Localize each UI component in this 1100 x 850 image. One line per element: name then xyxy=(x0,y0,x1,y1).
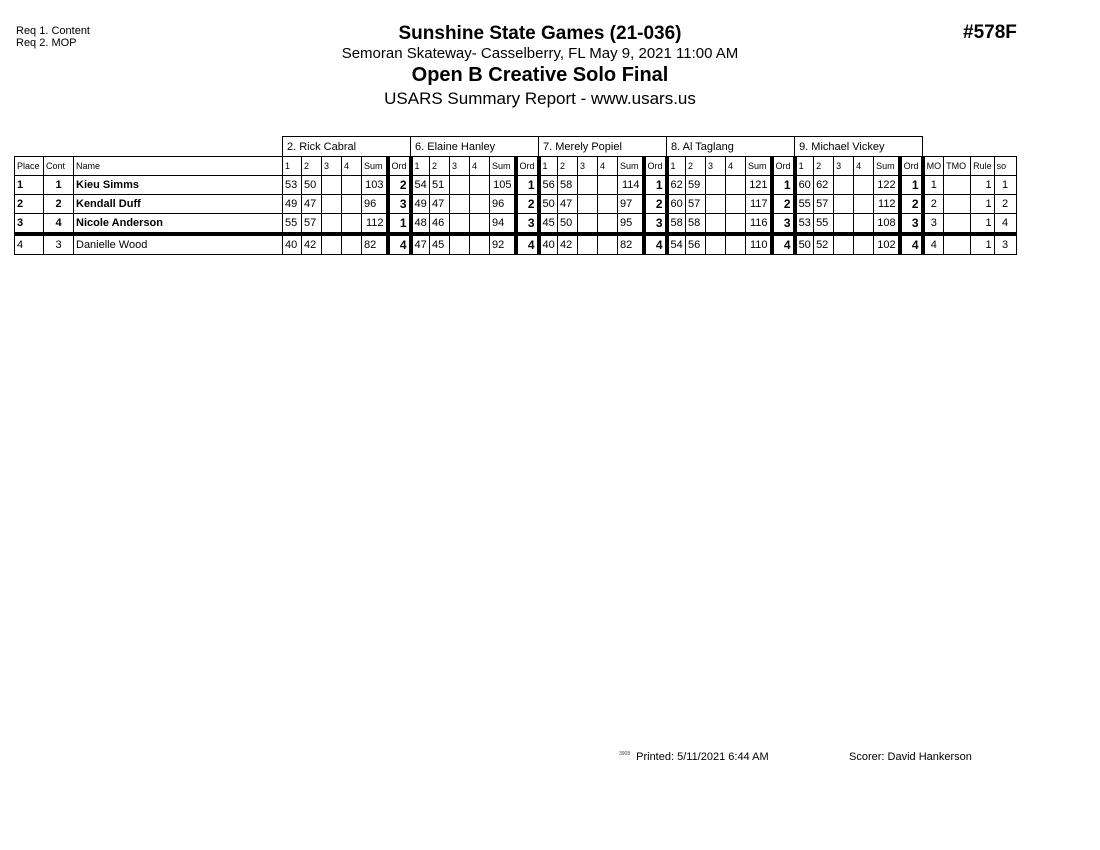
sum: 117 xyxy=(746,195,772,214)
place: 2 xyxy=(15,195,44,214)
score xyxy=(450,176,470,195)
score: 56 xyxy=(539,176,558,195)
ordinal: 3 xyxy=(516,214,539,235)
so: 2 xyxy=(994,195,1016,214)
score xyxy=(706,234,726,255)
sum: 94 xyxy=(490,214,516,235)
col-ord: Ord xyxy=(644,157,667,176)
score: 62 xyxy=(814,176,834,195)
col-score2: 2 xyxy=(686,157,706,176)
col-cont: Cont xyxy=(44,157,74,176)
column-header-row xyxy=(15,157,1017,176)
skater-name: Danielle Wood xyxy=(74,234,283,255)
col-place: Place xyxy=(15,157,44,176)
place: 3 xyxy=(15,214,44,235)
requirement-1: Req 1. Content xyxy=(16,25,90,37)
judge-name: 8. Al Taglang xyxy=(667,137,795,157)
score xyxy=(470,234,490,255)
sum: 102 xyxy=(874,234,900,255)
score xyxy=(450,214,470,235)
rule: 1 xyxy=(971,234,995,255)
sum: 96 xyxy=(490,195,516,214)
col-score2: 2 xyxy=(814,157,834,176)
score xyxy=(322,176,342,195)
score: 47 xyxy=(411,234,430,255)
sum: 121 xyxy=(746,176,772,195)
sum: 82 xyxy=(362,234,388,255)
ordinal: 2 xyxy=(516,195,539,214)
col-ord: Ord xyxy=(772,157,795,176)
skater-name: Kieu Simms xyxy=(74,176,283,195)
sum: 97 xyxy=(618,195,644,214)
sum: 116 xyxy=(746,214,772,235)
score xyxy=(598,195,618,214)
so: 1 xyxy=(994,176,1016,195)
col-rule: Rule xyxy=(971,157,995,176)
col-score4: 4 xyxy=(726,157,746,176)
score: 60 xyxy=(795,176,814,195)
tmo xyxy=(944,214,971,235)
col-ord: Ord xyxy=(516,157,539,176)
score: 55 xyxy=(814,214,834,235)
ordinal: 3 xyxy=(644,214,667,235)
score xyxy=(726,195,746,214)
score xyxy=(342,195,362,214)
sum: 105 xyxy=(490,176,516,195)
score: 50 xyxy=(795,234,814,255)
score: 42 xyxy=(302,234,322,255)
contestant-number: 2 xyxy=(44,195,74,214)
ordinal: 4 xyxy=(388,234,411,255)
sum: 82 xyxy=(618,234,644,255)
score xyxy=(834,195,854,214)
score xyxy=(322,195,342,214)
score: 49 xyxy=(283,195,302,214)
score xyxy=(470,214,490,235)
venue-date: Semoran Skateway- Casselberry, FL May 9, 2021 11:00 AM xyxy=(341,45,739,62)
score xyxy=(450,234,470,255)
contestant-number: 4 xyxy=(44,214,74,235)
score xyxy=(322,234,342,255)
score xyxy=(726,234,746,255)
col-score1: 1 xyxy=(283,157,302,176)
sum: 110 xyxy=(746,234,772,255)
table-row xyxy=(15,195,1017,214)
col-score3: 3 xyxy=(450,157,470,176)
rule: 1 xyxy=(971,195,995,214)
rule: 1 xyxy=(971,214,995,235)
event-title: Open B Creative Solo Final xyxy=(411,64,669,86)
score xyxy=(706,214,726,235)
judge-name: 9. Michael Vickey xyxy=(795,137,923,157)
score: 47 xyxy=(302,195,322,214)
sum: 112 xyxy=(874,195,900,214)
skater-name: Kendall Duff xyxy=(74,195,283,214)
printed-timestamp: Printed: 5/11/2021 6:44 AM xyxy=(636,751,769,763)
sum: 122 xyxy=(874,176,900,195)
scorer: Scorer: David Hankerson xyxy=(849,751,972,763)
col-score1: 1 xyxy=(667,157,686,176)
score: 50 xyxy=(539,195,558,214)
score: 48 xyxy=(411,214,430,235)
tmo xyxy=(944,195,971,214)
col-name: Name xyxy=(74,157,283,176)
score: 40 xyxy=(539,234,558,255)
col-tmo: TMO xyxy=(944,157,971,176)
ordinal: 3 xyxy=(772,214,795,235)
so: 4 xyxy=(994,214,1016,235)
ordinal: 1 xyxy=(900,176,923,195)
mo: 1 xyxy=(923,176,944,195)
score xyxy=(834,176,854,195)
sum: 114 xyxy=(618,176,644,195)
ordinal: 4 xyxy=(644,234,667,255)
competition-title: Sunshine State Games (21-036) xyxy=(398,23,682,44)
col-sum: Sum xyxy=(618,157,644,176)
contestant-number: 1 xyxy=(44,176,74,195)
score xyxy=(598,214,618,235)
results-table xyxy=(14,136,1017,255)
score: 47 xyxy=(558,195,578,214)
score: 46 xyxy=(430,214,450,235)
col-ord: Ord xyxy=(388,157,411,176)
col-score3: 3 xyxy=(706,157,726,176)
col-mo: MO xyxy=(923,157,944,176)
score: 53 xyxy=(795,214,814,235)
requirements xyxy=(16,25,90,49)
rule: 1 xyxy=(971,176,995,195)
col-score4: 4 xyxy=(342,157,362,176)
ordinal: 1 xyxy=(772,176,795,195)
score: 57 xyxy=(302,214,322,235)
score xyxy=(322,214,342,235)
sum: 112 xyxy=(362,214,388,235)
score xyxy=(854,214,874,235)
table-row xyxy=(15,234,1017,255)
print-code: 3908 xyxy=(619,751,631,757)
col-score4: 4 xyxy=(854,157,874,176)
score: 42 xyxy=(558,234,578,255)
so: 3 xyxy=(994,234,1016,255)
sum: 108 xyxy=(874,214,900,235)
table-row xyxy=(15,176,1017,195)
score: 58 xyxy=(558,176,578,195)
report-header xyxy=(280,22,800,110)
sum: 95 xyxy=(618,214,644,235)
skater-name: Nicole Anderson xyxy=(74,214,283,235)
col-score3: 3 xyxy=(578,157,598,176)
score: 50 xyxy=(558,214,578,235)
col-score1: 1 xyxy=(539,157,558,176)
col-score2: 2 xyxy=(430,157,450,176)
event-code: #578F xyxy=(963,22,1017,43)
col-so: so xyxy=(994,157,1016,176)
score xyxy=(706,176,726,195)
score: 56 xyxy=(686,234,706,255)
ordinal: 1 xyxy=(388,214,411,235)
judge-header-row xyxy=(15,137,1017,157)
col-score2: 2 xyxy=(302,157,322,176)
sum: 103 xyxy=(362,176,388,195)
col-score3: 3 xyxy=(322,157,342,176)
col-sum: Sum xyxy=(874,157,900,176)
score: 62 xyxy=(667,176,686,195)
score xyxy=(706,195,726,214)
score xyxy=(450,195,470,214)
judge-name: 2. Rick Cabral xyxy=(283,137,411,157)
score: 49 xyxy=(411,195,430,214)
ordinal: 2 xyxy=(388,176,411,195)
col-score1: 1 xyxy=(411,157,430,176)
print-info xyxy=(619,751,769,763)
score: 57 xyxy=(686,195,706,214)
col-sum: Sum xyxy=(362,157,388,176)
mo: 2 xyxy=(923,195,944,214)
ordinal: 2 xyxy=(772,195,795,214)
score: 47 xyxy=(430,195,450,214)
col-score2: 2 xyxy=(558,157,578,176)
score: 45 xyxy=(430,234,450,255)
score: 54 xyxy=(667,234,686,255)
col-sum: Sum xyxy=(746,157,772,176)
ordinal: 4 xyxy=(516,234,539,255)
score: 50 xyxy=(302,176,322,195)
requirement-2: Req 2. MOP xyxy=(16,37,77,49)
judge-name: 6. Elaine Hanley xyxy=(411,137,539,157)
ordinal: 3 xyxy=(900,214,923,235)
score: 58 xyxy=(667,214,686,235)
score: 54 xyxy=(411,176,430,195)
score xyxy=(578,195,598,214)
judge-name: 7. Merely Popiel xyxy=(539,137,667,157)
col-score3: 3 xyxy=(834,157,854,176)
ordinal: 1 xyxy=(644,176,667,195)
score: 55 xyxy=(283,214,302,235)
col-sum: Sum xyxy=(490,157,516,176)
score xyxy=(598,176,618,195)
score: 58 xyxy=(686,214,706,235)
score: 60 xyxy=(667,195,686,214)
sum: 96 xyxy=(362,195,388,214)
score: 57 xyxy=(814,195,834,214)
ordinal: 2 xyxy=(644,195,667,214)
ordinal: 1 xyxy=(516,176,539,195)
score xyxy=(726,214,746,235)
tmo xyxy=(944,176,971,195)
contestant-number: 3 xyxy=(44,234,74,255)
score xyxy=(342,214,362,235)
score xyxy=(578,214,598,235)
score xyxy=(854,195,874,214)
score xyxy=(834,214,854,235)
place: 4 xyxy=(15,234,44,255)
score: 45 xyxy=(539,214,558,235)
score xyxy=(342,234,362,255)
score: 55 xyxy=(795,195,814,214)
table-row xyxy=(15,214,1017,235)
score xyxy=(598,234,618,255)
score: 53 xyxy=(283,176,302,195)
score: 40 xyxy=(283,234,302,255)
col-score1: 1 xyxy=(795,157,814,176)
score xyxy=(834,234,854,255)
ordinal: 4 xyxy=(900,234,923,255)
score xyxy=(854,234,874,255)
score xyxy=(470,195,490,214)
ordinal: 2 xyxy=(900,195,923,214)
ordinal: 3 xyxy=(388,195,411,214)
score xyxy=(578,176,598,195)
score xyxy=(342,176,362,195)
place: 1 xyxy=(15,176,44,195)
report-title: USARS Summary Report - www.usars.us xyxy=(384,89,696,108)
ordinal: 4 xyxy=(772,234,795,255)
score: 51 xyxy=(430,176,450,195)
mo: 4 xyxy=(923,234,944,255)
tmo xyxy=(944,234,971,255)
col-score4: 4 xyxy=(470,157,490,176)
col-ord: Ord xyxy=(900,157,923,176)
score: 59 xyxy=(686,176,706,195)
score xyxy=(726,176,746,195)
score xyxy=(578,234,598,255)
score xyxy=(854,176,874,195)
score xyxy=(470,176,490,195)
col-score4: 4 xyxy=(598,157,618,176)
sum: 92 xyxy=(490,234,516,255)
score: 52 xyxy=(814,234,834,255)
mo: 3 xyxy=(923,214,944,235)
